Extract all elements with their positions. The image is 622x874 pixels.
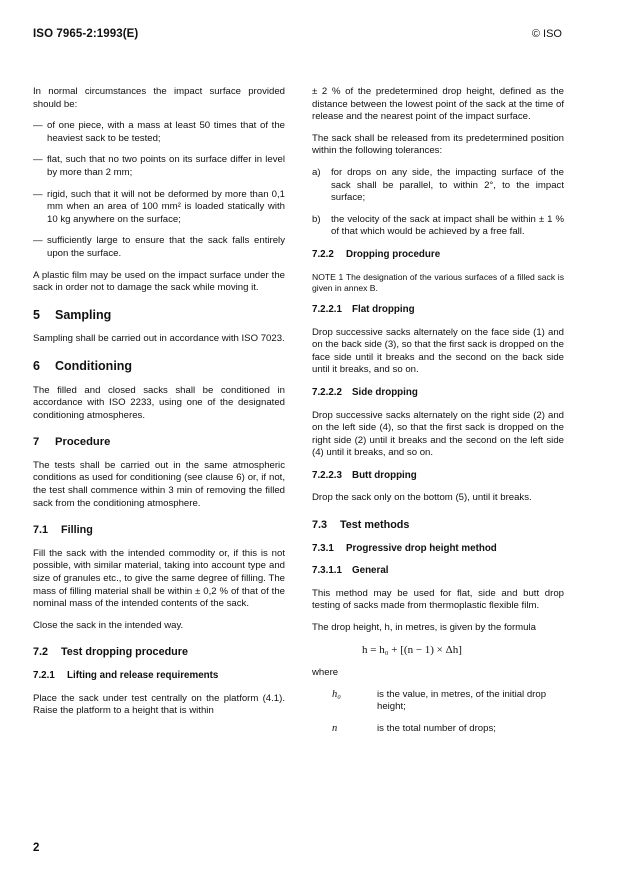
drop-height-continuation: ± 2 % of the predetermined drop height, defined as the distance between the lowest point of the sack at the time of release and the nearest point of the impact surface. — [312, 86, 564, 123]
plastic-film-text: A plastic film may be used on the impact surface under the sack in order not to damage the sack while moving it. — [33, 269, 285, 294]
impact-surface-intro: In normal circumstances the impact surface provided should be: — [33, 86, 285, 110]
section-5-text: Sampling shall be carried out in accordance with ISO 7023. — [33, 333, 285, 345]
section-7-3-1-1-heading: 7.3.1.1 General — [312, 565, 389, 577]
drop-height-formula: h = h₀ + [(n − 1) × Δh] — [362, 643, 462, 656]
dash-marker: — — [33, 188, 43, 200]
section-7-heading: 7 Procedure — [33, 436, 111, 449]
right-column — [312, 86, 564, 745]
section-6-text: The filled and closed sacks shall be conditioned in accordance with ISO 2233, using one of the designated conditioning atmospheres. — [33, 384, 285, 421]
section-7-text: The tests shall be carried out in the same atmospheric conditions as used for conditioning (see clause 6) or, if not, the test shall commence within 3 min of removing the filled sack from the conditioning atmosphere. — [33, 459, 285, 509]
list-item: — sufficiently large to ensure that the sack falls entirely upon the surface. — [33, 235, 285, 259]
butt-dropping-text: Drop the sack only on the bottom (5), until it breaks. — [312, 492, 532, 504]
flat-dropping-text: Drop successive sacks alternately on the face side (1) and on the back side (3), so that the first sack is dropped on the face side until it breaks and the second on the back side until it breaks, and so on. — [312, 326, 564, 376]
section-7-3-1-heading: 7.3.1 Progressive drop height method — [312, 542, 497, 554]
dash-marker: — — [33, 154, 43, 166]
release-text: The sack shall be released from its predetermined position within the following tolerances: — [312, 132, 564, 157]
note-1: NOTE 1 The designation of the various surfaces of a filled sack is given in annex B. — [312, 271, 564, 293]
section-6-heading: 6 Conditioning — [33, 358, 133, 373]
page-number: 2 — [33, 842, 40, 854]
left-column — [33, 86, 285, 727]
list-item: — flat, such that no two points on its surface differ in level by more than 2 mm; — [33, 154, 285, 178]
side-dropping-text: Drop successive sacks alternately on the right side (2) and on the left side (4), so that the first sack is dropped on the right side (2) until it breaks and the second on the left side (4) until it breaks, and so on. — [312, 409, 564, 459]
formula-intro: The drop height, h, in metres, is given by the formula — [312, 622, 536, 634]
where-label: where — [312, 667, 339, 679]
list-item: — of one piece, with a mass at least 50 times that of the heaviest sack to be tested; — [33, 120, 285, 144]
document-id: ISO 7965-2:1993(E) — [33, 28, 139, 40]
section-7-2-1-heading: 7.2.1 Lifting and release requirements — [33, 670, 219, 681]
dash-marker: — — [33, 120, 43, 132]
copyright-mark: © ISO — [531, 28, 562, 40]
definition-row: h₀ is the value, in metres, of the initial drop height; — [332, 688, 547, 713]
section-7-2-2-2-heading: 7.2.2.2 Side dropping — [312, 386, 418, 398]
section-7-2-heading: 7.2 Test dropping procedure — [33, 646, 188, 659]
section-5-heading: 5 Sampling — [33, 307, 112, 322]
section-7-2-2-1-heading: 7.2.2.1 Flat dropping — [312, 303, 415, 315]
section-7-2-2-3-heading: 7.2.2.3 Butt dropping — [312, 469, 417, 481]
section-7-2-2-heading: 7.2.2 Dropping procedure — [312, 248, 441, 260]
list-item: a) for drops on any side, the impacting surface of the sack shall be parallel, to within 2°, to the impact surface; — [312, 166, 564, 204]
list-item: — rigid, such that it will not be deformed by more than 0,1 mm when an area of 100 mm² is loaded statically with 10 kg anywhere on the surface; — [33, 188, 285, 225]
general-text: This method may be used for flat, side and butt drop testing of sacks made from thermoplastic flexible film. — [312, 587, 564, 612]
section-7-3-heading: 7.3 Test methods — [312, 519, 410, 532]
dash-marker: — — [33, 235, 43, 247]
definition-row: n is the total number of drops; — [332, 723, 496, 734]
section-7-1-close: Close the sack in the intended way. — [33, 619, 184, 631]
section-7-2-1-text: Place the sack under test centrally on the platform (4.1). Raise the platform to a height that is within — [33, 692, 285, 717]
section-7-1-heading: 7.1 Filling — [33, 524, 93, 537]
list-item: b) the velocity of the sack at impact shall be within ± 1 % of that which would be achieved by a free fall. — [312, 213, 564, 238]
section-7-1-text: Fill the sack with the intended commodity or, if this is not possible, with similar material, taking into account type and size of granules etc., to give the same degree of filling. The mass of filling material shall be within ± 0,2 % of that of the nominal mass of the intended contents of the sack. — [33, 547, 285, 610]
